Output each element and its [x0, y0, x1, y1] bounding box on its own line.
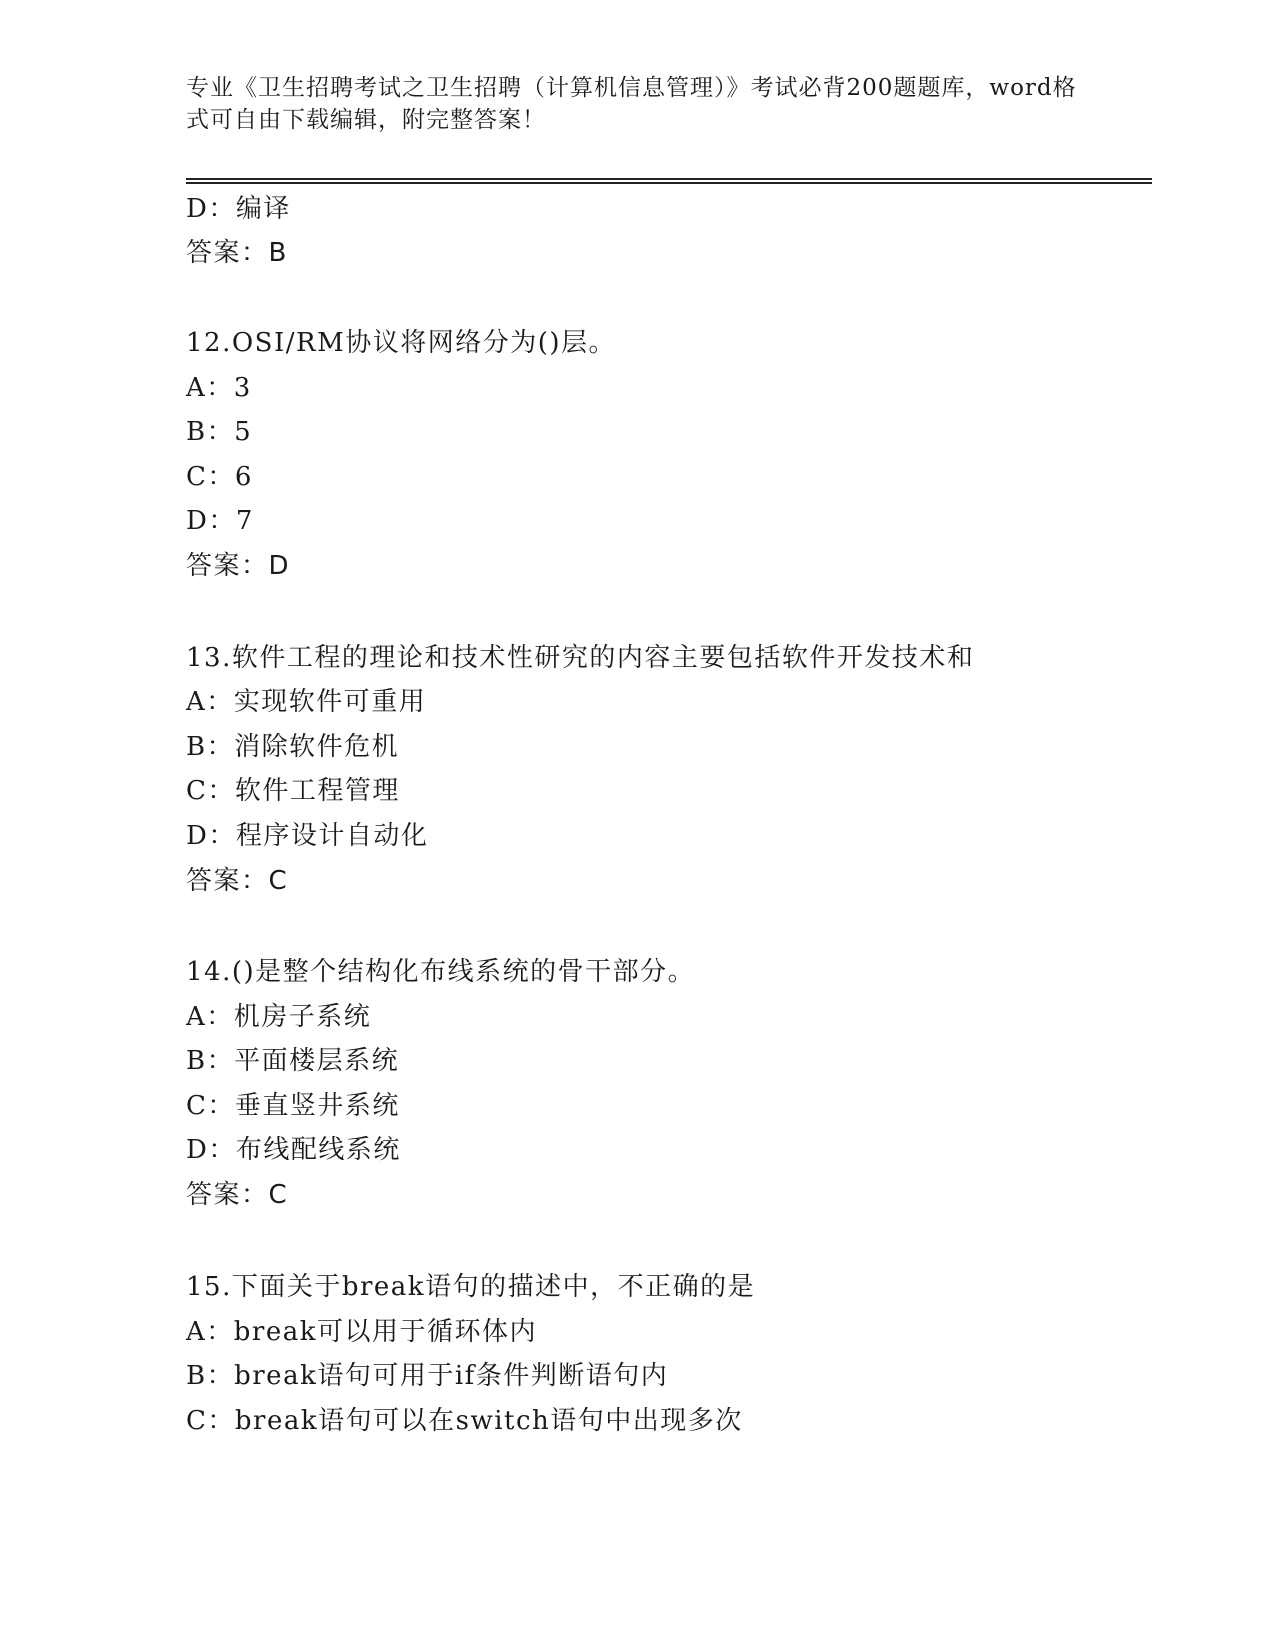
q15-option-c: C：break语句可以在switch语句中出现多次 [186, 1406, 743, 1436]
q14-question: 14.()是整个结构化布线系统的骨干部分。 [186, 957, 696, 987]
q11-answer: 答案：B [186, 238, 288, 268]
q13-option-a: A：实现软件可重用 [186, 687, 427, 717]
q15-question: 15.下面关于break语句的描述中，不正确的是 [186, 1272, 756, 1302]
q13-answer: 答案：C [186, 866, 289, 896]
document-header: 专业《卫生招聘考试之卫生招聘（计算机信息管理）》考试必背200题题库，word格式可自由下载编辑，附完整答案！ [186, 75, 1077, 133]
header-divider-top [186, 178, 1152, 180]
header-divider-bottom [186, 182, 1152, 184]
q13-option-d: D：程序设计自动化 [186, 821, 429, 851]
q11-option-d: D：编译 [186, 194, 291, 224]
q15-option-a: A：break可以用于循环体内 [186, 1317, 537, 1347]
q14-option-d: D：布线配线系统 [186, 1135, 401, 1165]
q12-option-c: C：6 [186, 462, 253, 492]
q13-question: 13.软件工程的理论和技术性研究的内容主要包括软件开发技术和 [186, 643, 975, 673]
q12-question: 12.OSI/RM协议将网络分为()层。 [186, 328, 616, 358]
q15-option-b: B：break语句可用于if条件判断语句内 [186, 1361, 669, 1391]
q13-option-c: C：软件工程管理 [186, 776, 400, 806]
q14-option-b: B：平面楼层系统 [186, 1046, 400, 1076]
q13-option-b: B：消除软件危机 [186, 732, 400, 762]
q12-option-b: B：5 [186, 417, 253, 447]
q12-option-a: A：3 [186, 373, 252, 403]
q14-option-c: C：垂直竖井系统 [186, 1091, 400, 1121]
q14-option-a: A：机房子系统 [186, 1002, 372, 1032]
q14-answer: 答案：C [186, 1180, 289, 1210]
q12-option-d: D：7 [186, 506, 254, 536]
q12-answer: 答案：D [186, 551, 291, 581]
